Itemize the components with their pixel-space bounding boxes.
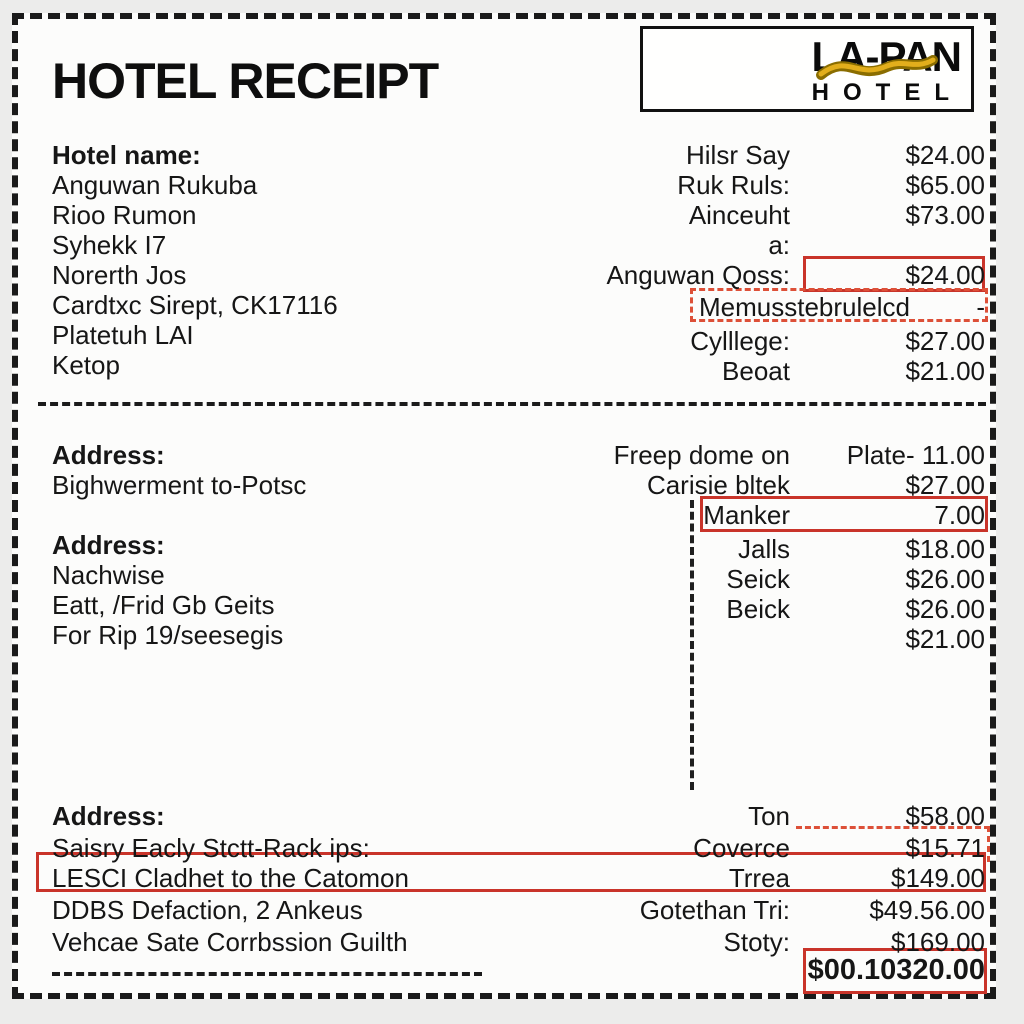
charge-label: Hilsr Say	[685, 140, 790, 170]
hotel-name-line: Rioo Rumon	[52, 200, 197, 230]
charge-row	[560, 800, 985, 832]
hotel-name-line: Platetuh LAI	[52, 320, 194, 350]
hotel-logo	[640, 26, 974, 112]
charge-amount: $18.00	[905, 534, 985, 564]
hotel-name-line: Cardtxc Sirept, CK17116	[52, 290, 338, 320]
charge-amount: $26.00	[905, 594, 985, 624]
charge-amount: $21.00	[905, 356, 985, 386]
charge-row	[560, 260, 985, 290]
charge-label: Freep dome on	[613, 440, 790, 470]
page-title: HOTEL RECEIPT	[52, 53, 439, 109]
charge-label	[560, 624, 790, 654]
charge-label: Ruk Ruls:	[677, 170, 790, 200]
charge-amount	[790, 230, 985, 260]
charge-label: a:	[768, 230, 790, 260]
address-heading: Address:	[52, 530, 165, 560]
charge-label: Gotethan Tri:	[639, 895, 790, 925]
charge-row	[560, 292, 985, 322]
section-divider-dashed	[38, 402, 986, 406]
charge-row	[560, 832, 985, 864]
total-label	[560, 952, 790, 988]
address-line: Vehcae Sate Corrbssion Guilth	[52, 927, 408, 957]
address-line: DDBS Defaction, 2 Ankeus	[52, 895, 363, 925]
charge-label: Carisie bltek	[646, 470, 790, 500]
charge-label: Jalls	[737, 534, 790, 564]
charge-row	[560, 440, 985, 470]
charge-label: Trrea	[728, 863, 790, 893]
charge-label: Memusstebrulelcd	[699, 292, 910, 322]
charge-amount: $149.00	[891, 863, 985, 893]
charge-label: Beick	[726, 594, 790, 624]
address-line: Bighwerment to-Potsc	[52, 470, 307, 500]
total-row	[560, 952, 985, 988]
charge-amount: $15.71	[905, 833, 985, 863]
charge-row	[560, 170, 985, 200]
charge-row	[560, 894, 985, 926]
address-line: Saisry Eacly Stctt-Rack ips:	[52, 833, 370, 863]
address-line: For Rip 19/seesegis	[52, 620, 284, 650]
bottom-short-dashed-rule	[52, 972, 482, 976]
charge-row	[560, 200, 985, 230]
charge-label: Coverce	[693, 833, 790, 863]
hotel-name-line: Anguwan Rukuba	[52, 170, 258, 200]
charge-amount: $65.00	[905, 170, 985, 200]
hotel-name-line: Norerth Jos	[52, 260, 187, 290]
charge-amount: $49.56.00	[869, 895, 985, 925]
charge-row	[560, 356, 985, 386]
hotel-name-line: Ketop	[52, 350, 120, 380]
charge-row	[560, 564, 985, 594]
address-line: Eatt, /Frid Gb Geits	[52, 590, 275, 620]
charge-amount: $26.00	[905, 564, 985, 594]
charge-amount: $27.00	[905, 470, 985, 500]
charge-row	[560, 594, 985, 624]
charge-row	[560, 470, 985, 500]
charge-amount: $27.00	[905, 326, 985, 356]
address-heading: Address:	[52, 440, 165, 470]
total-amount: $00.10320.00	[807, 954, 985, 986]
hotel-logo-name: LA-PAN	[811, 33, 961, 80]
charge-row	[560, 862, 985, 894]
address-line-highlighted: LESCI Cladhet to the Catomon	[52, 863, 409, 893]
charge-amount: $169.00	[891, 927, 985, 957]
charge-amount: $24.00	[905, 260, 985, 290]
charge-row	[560, 500, 985, 530]
charge-label: Ton	[748, 801, 790, 831]
charge-row	[560, 534, 985, 564]
hotel-name-heading: Hotel name:	[52, 140, 201, 170]
address-heading: Address:	[52, 801, 165, 831]
charge-label: Beoat	[722, 356, 790, 386]
charge-amount: 7.00	[934, 500, 985, 530]
charge-row	[560, 140, 985, 170]
charge-row	[560, 230, 985, 260]
charge-amount: $73.00	[905, 200, 985, 230]
charge-amount: Plate- 11.00	[846, 440, 985, 470]
charge-row	[560, 624, 985, 654]
charge-label: Manker	[703, 500, 790, 530]
charge-label: Cylllege:	[690, 326, 790, 356]
charge-amount: -	[976, 292, 985, 322]
charge-row	[560, 326, 985, 356]
address-line: Nachwise	[52, 560, 165, 590]
charge-label: Seick	[726, 564, 790, 594]
charge-label: Anguwan Qoss:	[606, 260, 790, 290]
charge-label: Stoty:	[723, 927, 790, 957]
hotel-logo-word: HOTEL	[811, 79, 963, 106]
hotel-name-line: Syhekk I7	[52, 230, 167, 260]
charge-amount: $21.00	[905, 624, 985, 654]
charge-label: Ainceuht	[688, 200, 790, 230]
charge-amount: $24.00	[905, 140, 985, 170]
charge-amount: $58.00	[905, 801, 985, 831]
